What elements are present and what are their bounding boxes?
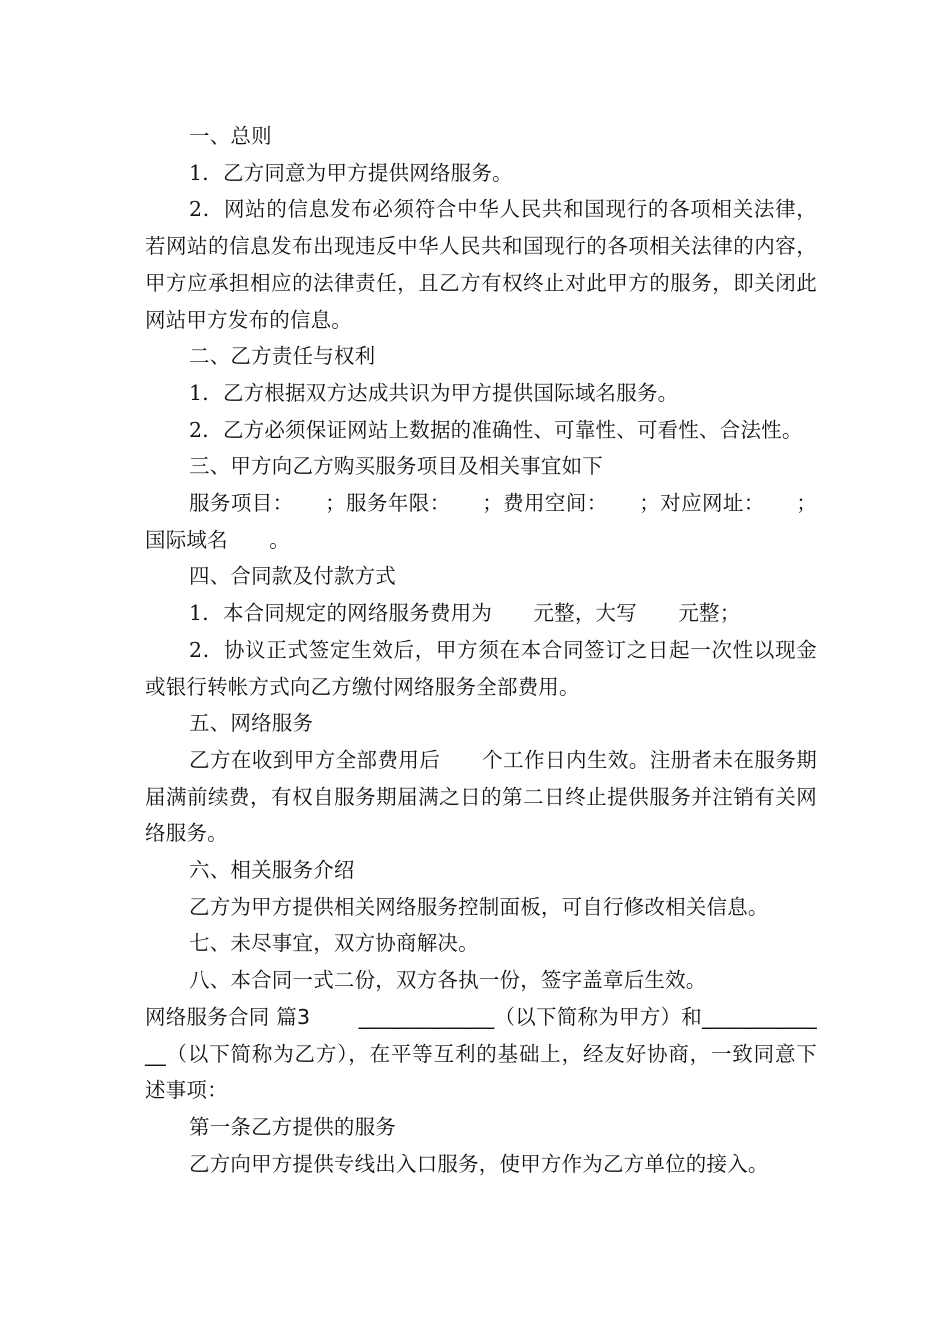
section-heading-network-service: 五、网络服务 [189, 711, 314, 736]
article-heading: 第一条乙方提供的服务 [189, 1114, 396, 1139]
section-heading-services: 三、甲方向乙方购买服务项目及相关事宜如下 [189, 454, 603, 479]
section-heading-general: 一、总则 [189, 124, 272, 148]
clause-paragraph: 2．网站的信息发布必须符合中华人民共和国现行的各项相关法律，若网站的信息发布出现违反中华人民共和国现行的各项相关法律的内容，甲方应承担相应的法律责任，且乙方有权终止对此甲方的服务，即关闭此网站甲方发布的信息。 [145, 197, 817, 332]
section-heading-responsibility: 二、乙方责任与权利 [189, 344, 376, 369]
service-items-paragraph: 服务项目： ；服务年限： ；费用空间： ；对应网址： ；国际域名 。 [145, 491, 817, 552]
section-heading-copies: 八、本合同一式二份，双方各执一份，签字盖章后生效。 [189, 968, 707, 993]
section-heading-payment: 四、合同款及付款方式 [189, 564, 396, 589]
clause-paragraph: 乙方为甲方提供相关网络服务控制面板，可自行修改相关信息。 [189, 894, 769, 919]
clause-paragraph: 1．本合同规定的网络服务费用为 元整，大写 元整； [189, 601, 741, 626]
clause-paragraph: 乙方向甲方提供专线出入口服务，使甲方作为乙方单位的接入。 [189, 1151, 769, 1176]
contract-3-intro-paragraph: 网络服务合同 篇3 _____________（以下简称为甲方）和_____________（以下简称为乙方），在平等互利的基础上，经友好协商，一致同意下述事项： [145, 1004, 817, 1103]
document-body [145, 118, 817, 1182]
clause-paragraph: 乙方在收到甲方全部费用后 个工作日内生效。注册者未在服务期届满前续费，有权自服务期届满之日的第二日终止提供服务并注销有关网络服务。 [145, 747, 817, 846]
clause-paragraph: 1．乙方根据双方达成共识为甲方提供国际域名服务。 [189, 380, 679, 405]
clause-paragraph: 2．协议正式签定生效后，甲方须在本合同签订之日起一次性以现金或银行转帐方式向乙方缴付网络服务全部费用。 [145, 637, 817, 699]
clause-paragraph: 2．乙方必须保证网站上数据的准确性、可靠性、可看性、合法性。 [189, 417, 803, 442]
section-heading-misc: 七、未尽事宜，双方协商解决。 [189, 931, 479, 956]
clause-paragraph: 1．乙方同意为甲方提供网络服务。 [189, 160, 513, 185]
section-heading-related-services: 六、相关服务介绍 [189, 858, 355, 883]
